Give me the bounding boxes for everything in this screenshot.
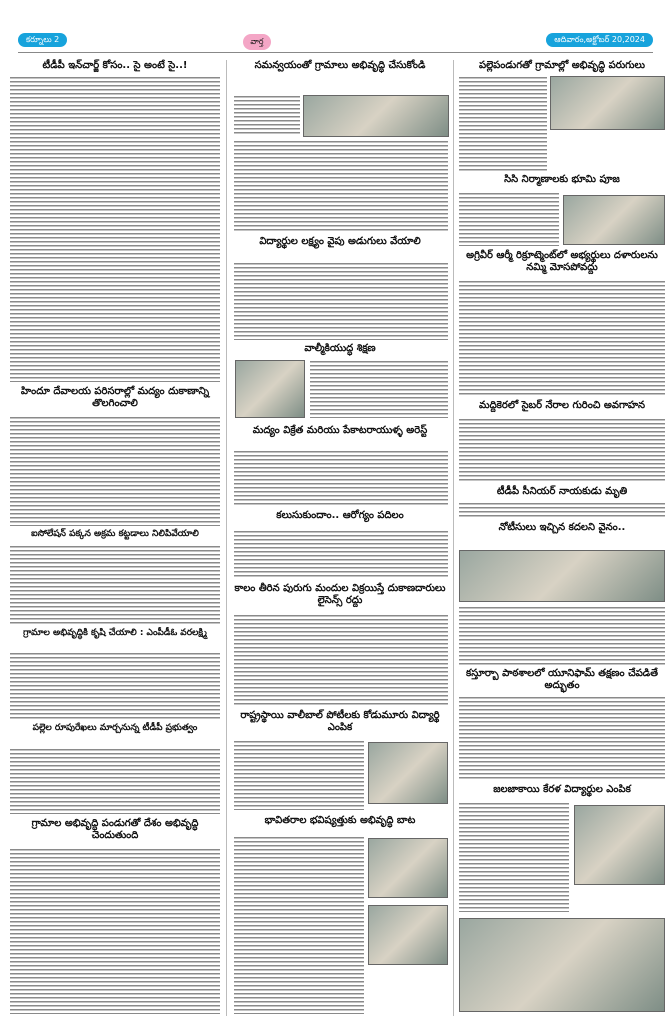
article-body bbox=[10, 652, 220, 720]
headline: కాలం తీరిన పురుగు మందుల విక్రయిస్తే దుకాణదారులు లైసెన్స్ రద్దు bbox=[234, 583, 446, 606]
headline: రాష్ట్రస్థాయి వాలీబాల్ పోటీలకు కోడుమూరు విద్యార్థి ఎంపిక bbox=[240, 710, 440, 733]
headline: ఐసోలేషన్ పక్కన అక్రమ కట్టడాలు నిలిపివేయాలి bbox=[31, 529, 199, 539]
headline: భావితరాల భవిష్యత్తుకు అభివృద్ధి బాట bbox=[264, 815, 416, 826]
headline: నోటీసులు ఇచ్చిన కదలని వైనం.. bbox=[498, 522, 626, 533]
article-body bbox=[234, 140, 448, 232]
headline: విద్యార్థుల లక్ష్యం వైపు అడుగులు వేయాలి bbox=[259, 236, 421, 247]
article-body bbox=[459, 280, 665, 395]
article-body bbox=[10, 848, 220, 1014]
article-body bbox=[10, 748, 220, 814]
section-badge: కర్నూలు 2 bbox=[18, 33, 67, 47]
article-body bbox=[459, 192, 559, 246]
article-body bbox=[10, 545, 220, 625]
date-badge: ఆదివారం,అక్టోబర్ 20,2024 bbox=[546, 33, 653, 47]
headline: మద్దికెరలో సైబర్ నేరాల గురించి అవగాహన bbox=[479, 400, 645, 411]
article-body bbox=[459, 606, 665, 666]
news-photo bbox=[550, 76, 665, 130]
masthead-logo: వార్త bbox=[243, 34, 271, 50]
article-body bbox=[10, 76, 220, 382]
news-photo bbox=[368, 742, 448, 804]
news-photo bbox=[368, 838, 448, 898]
article-body bbox=[459, 418, 665, 482]
article-body bbox=[459, 696, 665, 780]
article-body bbox=[234, 614, 448, 706]
column-divider bbox=[453, 60, 454, 1016]
news-photo bbox=[303, 95, 449, 137]
article-body bbox=[234, 740, 364, 810]
news-photo bbox=[459, 550, 665, 602]
headline: పల్లెపండుగతో గ్రామాల్లో అభివృద్ధి పరుగులు bbox=[478, 60, 646, 71]
headline: కస్తూర్బా పాఠశాలలో యూనిఫామ్ తక్షణం చేపడితే అద్భుతం bbox=[465, 668, 658, 691]
headline: అగ్రివీర్ ఆర్మీ రిక్రూట్మెంట్‌లో అభ్యర్థులు దళారులను నమ్మి మోసపోవద్దు bbox=[466, 250, 658, 273]
news-photo bbox=[574, 805, 665, 885]
article-body bbox=[234, 450, 448, 505]
headline: గ్రామాల అభివృద్ధి పండుగతో దేశం అభివృద్ధి చెందుతుంది bbox=[31, 818, 199, 841]
header-rule bbox=[18, 52, 653, 53]
headline: సమన్వయంతో గ్రామాలు అభివృద్ధి చేసుకోండి bbox=[254, 60, 426, 71]
article-body bbox=[234, 836, 364, 1014]
headline: సిసి నిర్మాణాలకు భూమి పూజ bbox=[504, 174, 620, 185]
article-body bbox=[234, 530, 448, 578]
headline: గ్రామాల అభివృద్ధికి కృషి చేయాలి : ఎంపీడీఓ వరలక్ష్మి bbox=[23, 628, 207, 638]
article-body bbox=[234, 95, 300, 135]
article-body bbox=[459, 802, 569, 912]
news-photo bbox=[235, 360, 305, 418]
article-body bbox=[459, 502, 665, 518]
column-divider bbox=[226, 60, 227, 1016]
headline: హిందూ దేవాలయ పరిసరాల్లో మద్యం దుకాణాన్ని తొలగించాలి bbox=[20, 386, 210, 409]
headline: పల్లెల రూపురేఖలు మార్చనున్న టీడీపీ ప్రభుత్వం bbox=[32, 723, 198, 733]
article-body bbox=[459, 76, 547, 172]
headline: మద్యం విక్రేత మరియు పేకాటరాయుళ్ళ అరెస్ట్ bbox=[252, 425, 428, 436]
news-photo bbox=[459, 918, 665, 1012]
headline: వాల్మీకియుద్ధ శిక్షణ bbox=[304, 343, 376, 354]
news-photo bbox=[368, 905, 448, 965]
article-body bbox=[10, 416, 220, 526]
article-body bbox=[234, 262, 448, 340]
headline: కలుసుకుందాం.. ఆరోగ్యం పదిలం bbox=[276, 510, 404, 521]
news-photo bbox=[563, 195, 665, 245]
article-body bbox=[310, 360, 448, 418]
headline: టీడీపీ సీనియర్ నాయకుడు మృతి bbox=[496, 486, 628, 497]
headline: జలజాకాయి కేరళ విద్యార్థుల ఎంపిక bbox=[493, 784, 631, 795]
headline: టీడీపీ ఇన్‌చార్జ్ కోసం.. సై అంటే సై..! bbox=[42, 60, 188, 71]
